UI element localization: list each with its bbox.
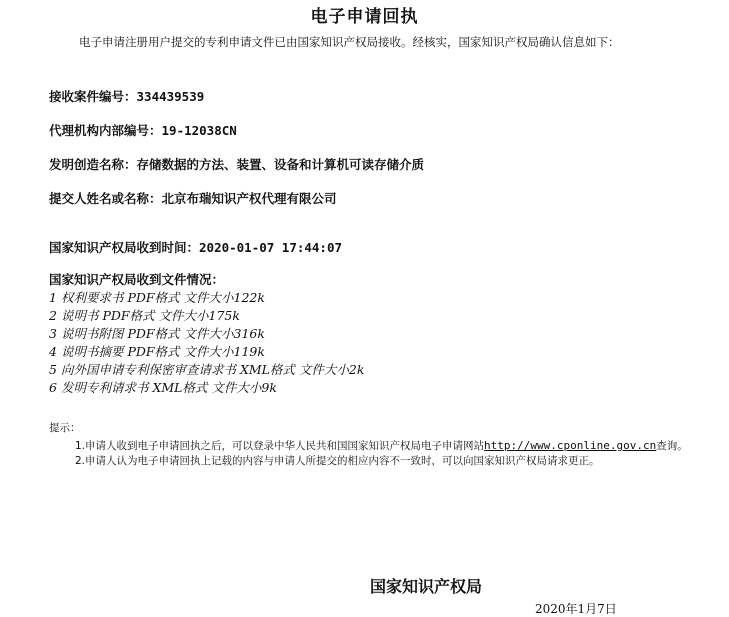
- file-size: 文件大小119k: [183, 344, 265, 359]
- tips-section: [49, 438, 689, 469]
- receipt-number-field: [49, 87, 204, 105]
- submitter-label: 提交人姓名或名称：: [49, 191, 162, 206]
- file-name: 向外国申请专利保密审查请求书: [60, 362, 236, 377]
- issuer-name: 国家知识产权局: [370, 577, 483, 596]
- receipt-number-value: 334439539: [136, 89, 205, 104]
- received-time-label: 国家知识产权局收到时间：: [49, 240, 200, 255]
- file-index: 2: [49, 308, 57, 323]
- file-size: 文件大小9k: [211, 380, 277, 395]
- agency-number-field: [49, 121, 237, 139]
- file-format: PDF格式: [102, 308, 155, 323]
- file-size: 文件大小316k: [183, 326, 265, 341]
- file-item: [49, 306, 364, 324]
- file-name: 说明书摘要: [60, 344, 124, 359]
- invention-name-label: 发明创造名称：: [49, 157, 137, 172]
- file-item: [49, 360, 364, 378]
- file-list: [49, 288, 364, 396]
- tip-1-text: 1.申请人收到电子申请回执之后，可以登录中华人民共和国国家知识产权局电子申请网站: [75, 440, 485, 452]
- file-item: [49, 378, 364, 396]
- file-index: 1: [49, 290, 57, 305]
- file-size: 文件大小2k: [298, 362, 365, 377]
- file-index: 4: [49, 344, 57, 359]
- file-item: [49, 342, 364, 360]
- file-item: [49, 324, 364, 342]
- received-time-field: [49, 238, 342, 256]
- file-index: 5: [49, 362, 57, 377]
- agency-number-label: 代理机构内部编号：: [49, 123, 162, 138]
- agency-number-value: 19-12038CN: [161, 123, 237, 138]
- receipt-number-label: 接收案件编号：: [49, 89, 137, 104]
- file-name: 权利要求书: [60, 290, 124, 305]
- invention-name-field: [49, 155, 424, 173]
- file-index: 6: [49, 380, 57, 395]
- document-title: 电子申请回执: [310, 7, 419, 27]
- submitter-value: 北京布瑞知识产权代理有限公司: [161, 191, 337, 206]
- file-name: 说明书: [60, 308, 99, 323]
- intro-paragraph: 电子申请注册用户提交的专利申请文件已由国家知识产权局接收。经核实，国家知识产权局确认信息如下：: [79, 35, 620, 49]
- file-name: 说明书附图: [60, 326, 124, 341]
- file-name: 发明专利请求书: [60, 380, 149, 395]
- tips-heading: 提示：: [49, 422, 81, 434]
- cponline-link[interactable]: http://www.cponline.gov.cn: [484, 439, 657, 452]
- issue-date: 2020年1月7日: [535, 602, 617, 616]
- file-format: XML格式: [152, 380, 208, 395]
- file-format: XML格式: [239, 362, 295, 377]
- tip-1: [49, 438, 689, 454]
- file-item: [49, 288, 364, 306]
- invention-name-value: 存储数据的方法、装置、设备和计算机可读存储介质: [136, 157, 425, 172]
- files-heading: 国家知识产权局收到文件情况：: [49, 272, 225, 287]
- tip-1-suffix: 查询。: [656, 440, 688, 452]
- file-index: 3: [49, 326, 57, 341]
- file-format: PDF格式: [127, 344, 180, 359]
- submitter-field: [49, 189, 337, 207]
- file-format: PDF格式: [127, 290, 180, 305]
- received-time-value: 2020-01-07 17:44:07: [199, 240, 343, 255]
- file-size: 文件大小175k: [158, 308, 240, 323]
- file-size: 文件大小122k: [183, 290, 265, 305]
- tip-2: 2.申请人认为电子申请回执上记载的内容与申请人所提交的相应内容不一致时，可以向国家知识产权局请求更正。: [75, 455, 600, 467]
- file-format: PDF格式: [127, 326, 180, 341]
